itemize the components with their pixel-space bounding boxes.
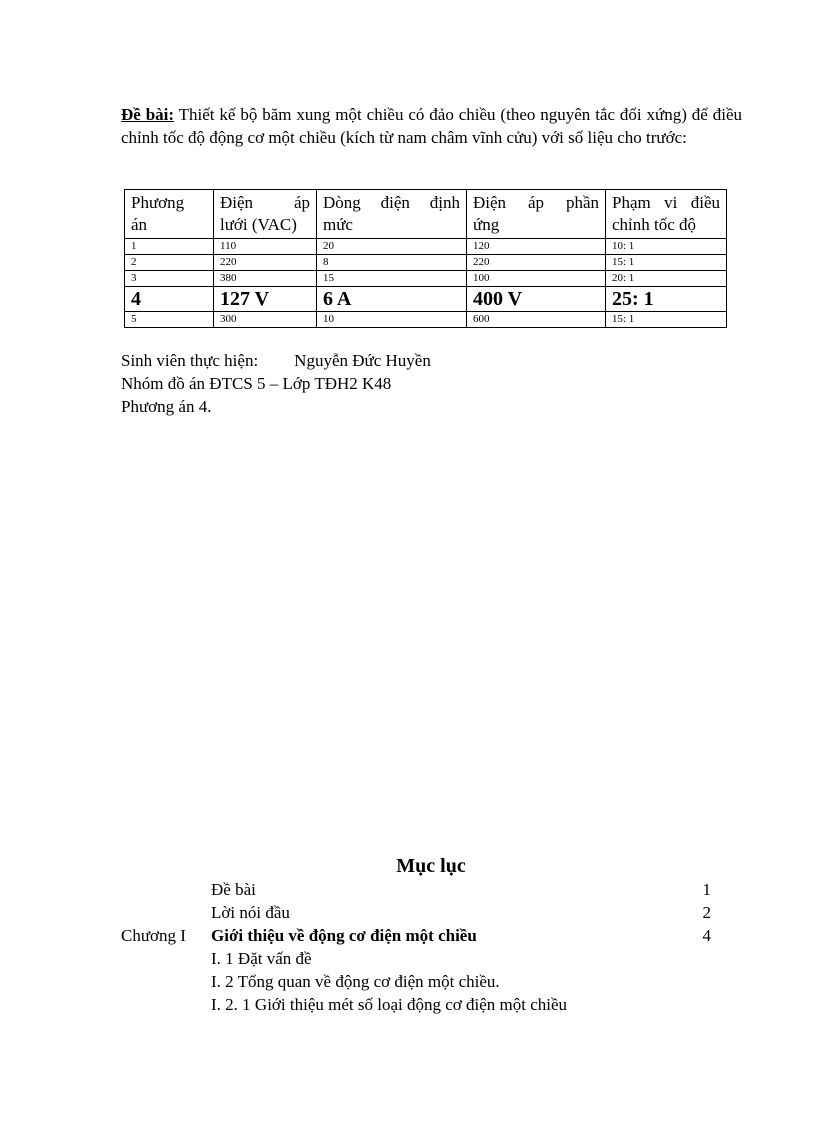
table-cell: 5 (125, 312, 214, 328)
toc-entry-title: I. 2. 1 Giới thiệu mét số loại động cơ điện một chiều (211, 995, 568, 1014)
header-option: Phương án (125, 190, 214, 239)
table-cell: 20: 1 (606, 271, 727, 287)
table-row (125, 239, 727, 255)
table-of-contents (121, 878, 721, 1016)
toc-entry (121, 947, 721, 970)
table-cell: 15: 1 (606, 312, 727, 328)
toc-entry-title: Giới thiệu về động cơ điện một chiều (211, 926, 477, 945)
toc-title: Mục lục (396, 855, 466, 877)
assignment-label: Đề bài: (121, 105, 175, 124)
toc-entry-title: Đề bài (211, 880, 256, 899)
table-cell: 4 (125, 287, 214, 312)
toc-entry-title: Lời nói đầu (211, 903, 290, 922)
table-cell: 10 (317, 312, 467, 328)
table-cell: 127 V (214, 287, 317, 312)
table-cell: 2 (125, 255, 214, 271)
student-name: Nguyễn Đức Huyền (294, 351, 431, 370)
toc-chapter: Chương I (121, 926, 186, 945)
header-grid-voltage: Điện áp lưới (VAC) (214, 190, 317, 239)
table-cell: 400 V (467, 287, 606, 312)
table-header-row (125, 190, 727, 239)
table-cell: 15 (317, 271, 467, 287)
toc-page-number: 1 (702, 880, 711, 899)
table-cell: 25: 1 (606, 287, 727, 312)
toc-entry (121, 901, 721, 924)
toc-entry-title: I. 1 Đặt vấn đề (211, 949, 312, 968)
toc-entry-title: I. 2 Tổng quan về động cơ điện một chiều. (211, 972, 500, 991)
table-cell: 110 (214, 239, 317, 255)
student-label: Sinh viên thực hiện: (121, 351, 259, 370)
table-cell: 1 (125, 239, 214, 255)
toc-page-number: 4 (702, 926, 711, 945)
table-cell: 10: 1 (606, 239, 727, 255)
toc-entry-chapter (121, 924, 721, 947)
table-cell: 20 (317, 239, 467, 255)
student-line (121, 349, 431, 372)
table-row (125, 255, 727, 271)
table-cell: 220 (214, 255, 317, 271)
parameter-table (124, 189, 727, 328)
table-row (125, 312, 727, 328)
toc-page-number: 2 (702, 903, 711, 922)
table-cell: 600 (467, 312, 606, 328)
table-cell: 120 (467, 239, 606, 255)
option-line: Phương án 4. (121, 397, 212, 416)
assignment-paragraph (121, 103, 742, 149)
group-line: Nhóm đồ án ĐTCS 5 – Lớp TĐH2 K48 (121, 374, 392, 393)
table-cell: 8 (317, 255, 467, 271)
header-rated-current: Dòng điện định mức (317, 190, 467, 239)
table-cell: 380 (214, 271, 317, 287)
table-cell: 3 (125, 271, 214, 287)
header-speed-range: Phạm vi điều chỉnh tốc độ (606, 190, 727, 239)
table-cell: 100 (467, 271, 606, 287)
table-row-highlighted (125, 287, 727, 312)
toc-entry (121, 970, 721, 993)
table-cell: 220 (467, 255, 606, 271)
student-info (121, 349, 431, 418)
toc-entry (121, 878, 721, 901)
table-cell: 15: 1 (606, 255, 727, 271)
table-cell: 6 A (317, 287, 467, 312)
table-cell: 300 (214, 312, 317, 328)
table-row (125, 271, 727, 287)
toc-entry (121, 993, 721, 1016)
assignment-text: Thiết kế bộ băm xung một chiều có đảo chiều (theo nguyên tắc đối xứng) để điều chỉnh tốc độ động cơ một chiều (kích từ nam châm vĩnh cửu) với số liệu cho trước: (121, 105, 742, 147)
header-armature-voltage: Điện áp phần ứng (467, 190, 606, 239)
